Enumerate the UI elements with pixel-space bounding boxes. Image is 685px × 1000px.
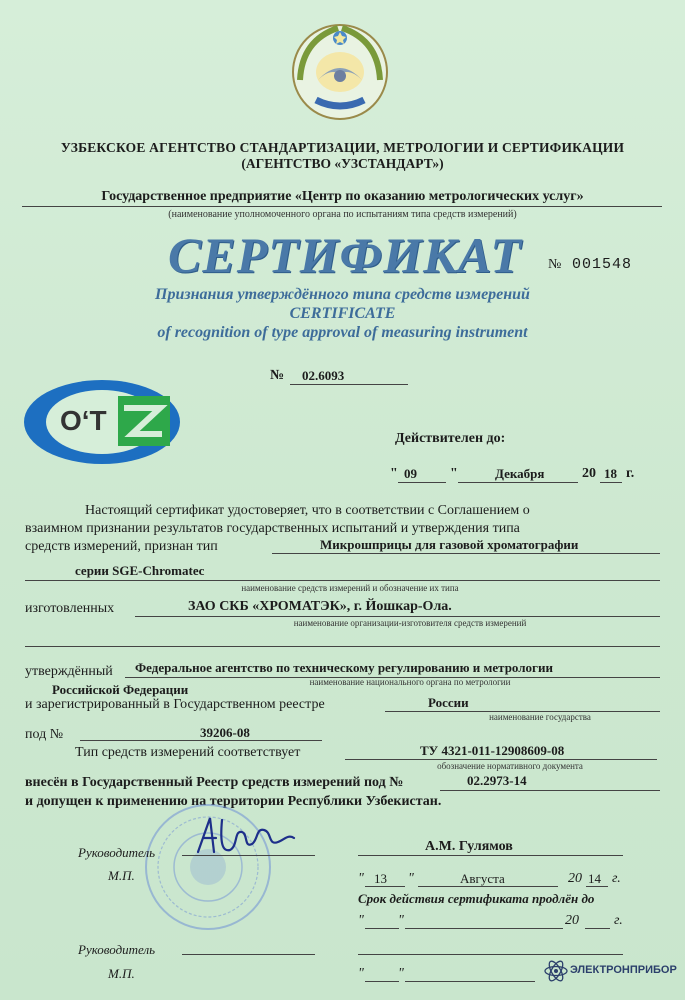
manufacturer-caption: наименование организации-изготовителя средств измерений bbox=[293, 618, 527, 628]
sig1-year-prefix: 20 bbox=[568, 871, 582, 886]
under-no-line bbox=[80, 740, 322, 741]
validity-year-prefix: 20 bbox=[582, 466, 596, 481]
sig1-year-unit: г. bbox=[612, 871, 621, 886]
signer-name: А.М. Гулямов bbox=[425, 839, 513, 854]
ext-year-prefix: 20 bbox=[565, 913, 579, 928]
issuer-underline bbox=[22, 206, 662, 207]
sig1-day-line bbox=[365, 886, 405, 887]
certificate-number: 001548 bbox=[572, 256, 633, 273]
seal-label-2: М.П. bbox=[108, 966, 135, 981]
ext-year-line bbox=[585, 928, 610, 929]
validity-quote-open: " bbox=[390, 466, 398, 481]
ext-quote-open: " bbox=[358, 913, 364, 928]
signer-role-1: Руководитель bbox=[78, 845, 156, 860]
approved-by: Федеральное агентство по техническому регулированию и метрологии bbox=[135, 660, 553, 675]
instrument-caption: наименование средств измерений и обозначение их типа bbox=[241, 583, 459, 593]
en-title: CERTIFICATE bbox=[289, 305, 396, 322]
ru-subtitle: Признания утверждённого типа средств измерений bbox=[155, 286, 530, 303]
entered-label: внесён в Государственный Реестр средств измерений под № bbox=[25, 775, 404, 790]
country-caption: наименование государства bbox=[489, 712, 591, 722]
watermark-text: ЭЛЕКТРОНПРИБОР bbox=[570, 964, 677, 976]
conform-label: Тип средств измерений соответствует bbox=[75, 745, 301, 760]
validity-day: 09 bbox=[404, 466, 417, 481]
validity-year-line bbox=[600, 482, 622, 483]
signer-role-2: Руководитель bbox=[78, 942, 156, 957]
en-subtitle: of recognition of type approval of measuring instrument bbox=[157, 324, 528, 341]
issuer-caption: (наименование уполномоченного органа по испытаниям типа средств измерений) bbox=[168, 209, 517, 220]
registered-label: и зарегистрированный в Государственном реестре bbox=[25, 697, 325, 712]
sig1-quote-close: " bbox=[408, 871, 414, 886]
sig1-day: 13 bbox=[374, 871, 387, 886]
signer-name-line-2 bbox=[358, 954, 623, 955]
instrument-type-line bbox=[272, 553, 660, 554]
validity-quote-close: " bbox=[450, 466, 458, 481]
under-no-label: под № bbox=[25, 727, 64, 742]
validity-month: Декабря bbox=[495, 466, 545, 481]
para-line1: Настоящий сертификат удостоверяет, что в соответствии с Соглашением о bbox=[85, 503, 530, 518]
sig1-year: 14 bbox=[588, 871, 601, 886]
reg-underline bbox=[290, 384, 408, 385]
sig1-quote-open: " bbox=[358, 871, 364, 886]
extension-label: Срок действия сертификата продлён до bbox=[358, 891, 595, 906]
sig2-day-line bbox=[365, 981, 399, 982]
signer-name-line bbox=[358, 855, 623, 856]
seal-label-1: М.П. bbox=[108, 868, 135, 883]
validity-year: 18 bbox=[604, 466, 617, 481]
approved-caption: наименование национального органа по метрологии bbox=[309, 677, 511, 687]
conform-caption: обозначение нормативного документа bbox=[437, 761, 583, 771]
reg-number-label: № bbox=[270, 368, 285, 383]
logo-text: O‘T bbox=[60, 405, 107, 436]
entered-no: 02.2973-14 bbox=[467, 773, 527, 788]
sig2-month-line bbox=[405, 981, 535, 982]
ext-year-unit: г. bbox=[614, 913, 623, 928]
reg-number: 02.6093 bbox=[302, 368, 345, 383]
manufactured-label: изготовленных bbox=[25, 601, 115, 616]
under-no: 39206-08 bbox=[200, 725, 250, 740]
sig1-year-line bbox=[586, 886, 608, 887]
ext-day-line bbox=[365, 928, 399, 929]
signature-line-1 bbox=[182, 855, 315, 856]
manufacturer-line bbox=[135, 616, 660, 617]
issuer-name: Государственное предприятие «Центр по оказанию метрологических услуг» bbox=[101, 189, 584, 204]
instrument-series: серии SGE-Chromatec bbox=[75, 563, 205, 578]
instrument-type: Микрошприцы для газовой хроматографии bbox=[320, 537, 579, 552]
sig2-quote-open: " bbox=[358, 966, 364, 981]
para-line3: средств измерений, признан тип bbox=[25, 539, 218, 554]
certificate-number-label: № bbox=[548, 257, 562, 272]
admitted-text: и допущен к применению на территории Республики Узбекистан. bbox=[25, 794, 442, 809]
agency-line1: УЗБЕКСКОЕ АГЕНТСТВО СТАНДАРТИЗАЦИИ, МЕТРОЛОГИИ И СЕРТИФИКАЦИИ bbox=[60, 140, 625, 155]
entered-no-line bbox=[440, 790, 660, 791]
certificate-title: СЕРТИФИКАТ bbox=[168, 227, 522, 283]
instrument-series-line bbox=[25, 580, 660, 581]
agency-line2: (АГЕНТСТВО «УЗСТАНДАРТ») bbox=[241, 156, 444, 171]
validity-month-line bbox=[458, 482, 578, 483]
sig1-month: Августа bbox=[460, 871, 505, 886]
sig2-quote-close: " bbox=[398, 966, 404, 981]
manufacturer: ЗАО СКБ «ХРОМАТЭК», г. Йошкар-Ола. bbox=[188, 599, 452, 614]
signature-line-2 bbox=[182, 954, 315, 955]
validity-day-line bbox=[398, 482, 446, 483]
approved-label: утверждённый bbox=[25, 664, 113, 679]
para-line2: взаимном признании результатов государственных испытаний и утверждения типа bbox=[25, 521, 520, 536]
blank-line bbox=[25, 646, 660, 647]
ext-quote-close: " bbox=[398, 913, 404, 928]
ext-month-line bbox=[405, 928, 563, 929]
approved-by-2: Российской Федерации bbox=[52, 682, 189, 697]
validity-year-unit: г. bbox=[626, 466, 635, 481]
atom-watermark-icon bbox=[543, 958, 569, 984]
sig1-month-line bbox=[418, 886, 558, 887]
state-emblem-icon bbox=[290, 20, 390, 124]
conform-line bbox=[345, 759, 657, 760]
country: России bbox=[428, 695, 469, 710]
conform-doc: ТУ 4321-011-12908609-08 bbox=[420, 743, 565, 758]
validity-label: Действителен до: bbox=[395, 431, 506, 446]
